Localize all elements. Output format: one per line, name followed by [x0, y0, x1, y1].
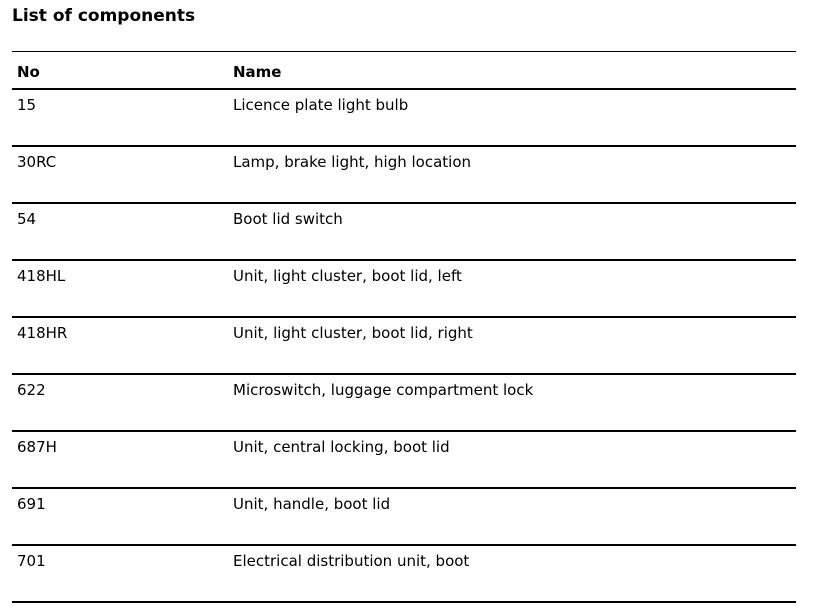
- component-name: Unit, light cluster, boot lid, right: [233, 324, 473, 342]
- component-name: Unit, handle, boot lid: [233, 495, 391, 513]
- component-name: Unit, light cluster, boot lid, left: [233, 267, 462, 285]
- component-name: Electrical distribution unit, boot: [233, 552, 470, 570]
- table-row: [12, 204, 796, 261]
- component-number: 15: [17, 96, 37, 114]
- component-number: 622: [17, 381, 46, 399]
- table-row: [12, 147, 796, 204]
- component-name: Unit, central locking, boot lid: [233, 438, 450, 456]
- component-number: 701: [17, 552, 46, 570]
- component-number: 687H: [17, 438, 57, 456]
- component-number: 418HR: [17, 324, 68, 342]
- table-row: [12, 546, 796, 603]
- column-header-name: Name: [233, 63, 282, 81]
- component-number: 418HL: [17, 267, 66, 285]
- table-row: [12, 318, 796, 375]
- component-name: Lamp, brake light, high location: [233, 153, 472, 171]
- component-number: 30RC: [17, 153, 57, 171]
- component-number: 691: [17, 495, 46, 513]
- column-header-no: No: [17, 63, 40, 81]
- table-row: [12, 432, 796, 489]
- component-name: Licence plate light bulb: [233, 96, 409, 114]
- component-number: 54: [17, 210, 37, 228]
- table-row: [12, 375, 796, 432]
- component-name: Boot lid switch: [233, 210, 343, 228]
- table-row: [12, 261, 796, 318]
- components-table-body: [12, 90, 796, 603]
- component-name: Microswitch, luggage compartment lock: [233, 381, 534, 399]
- table-row: [12, 489, 796, 546]
- page-title: List of components: [12, 6, 196, 26]
- table-header: [12, 52, 796, 90]
- table-row: [12, 90, 796, 147]
